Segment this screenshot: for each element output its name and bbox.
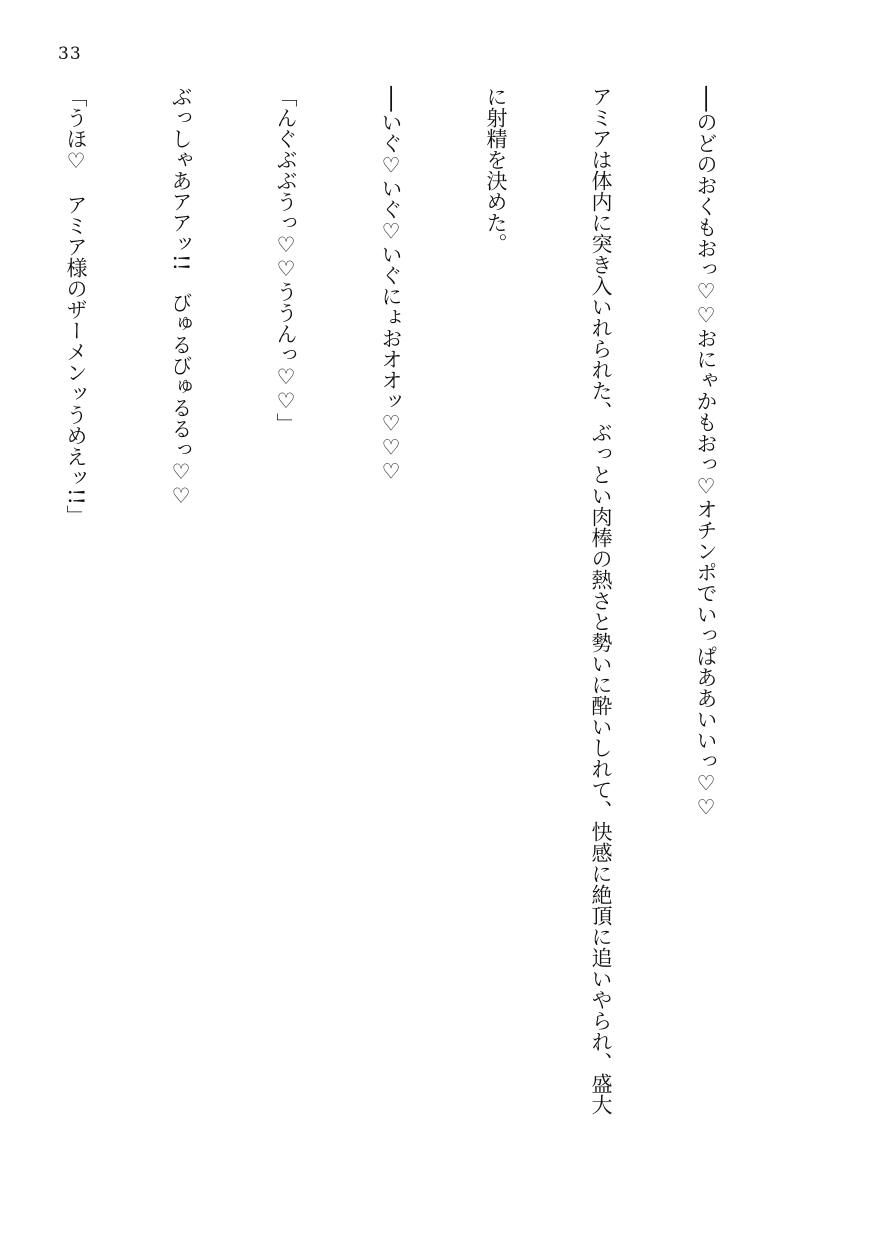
text-line: 「んぐぶぶうっ♡♡ううんっ♡♡」 [274, 86, 298, 434]
text-line: アミアは体内に突き入いれられた、ぶっとい肉棒の熱さと勢いに酔いしれて、快感に絶頂に追いやられ、盛大 [589, 86, 613, 1115]
text-line: ──いぐ♡いぐ♡いぐにょおオオッ♡♡♡ [379, 86, 403, 484]
text-line: ──のどのおくもおっ♡♡おにゃかもおっ♡オチンポでいっぱああいいっ♡♡ [694, 86, 718, 820]
text-line: 「うほ♡ アミア様のザーメンッうめえッ!!」 [64, 86, 88, 526]
text-line: ぶっしゃあアアッ!! びゅるびゅるるっ♡♡ [169, 86, 193, 508]
page-number: 33 [58, 44, 82, 64]
vertical-body-text [0, 86, 793, 1186]
text-line: に射精を決めた。 [484, 86, 508, 254]
